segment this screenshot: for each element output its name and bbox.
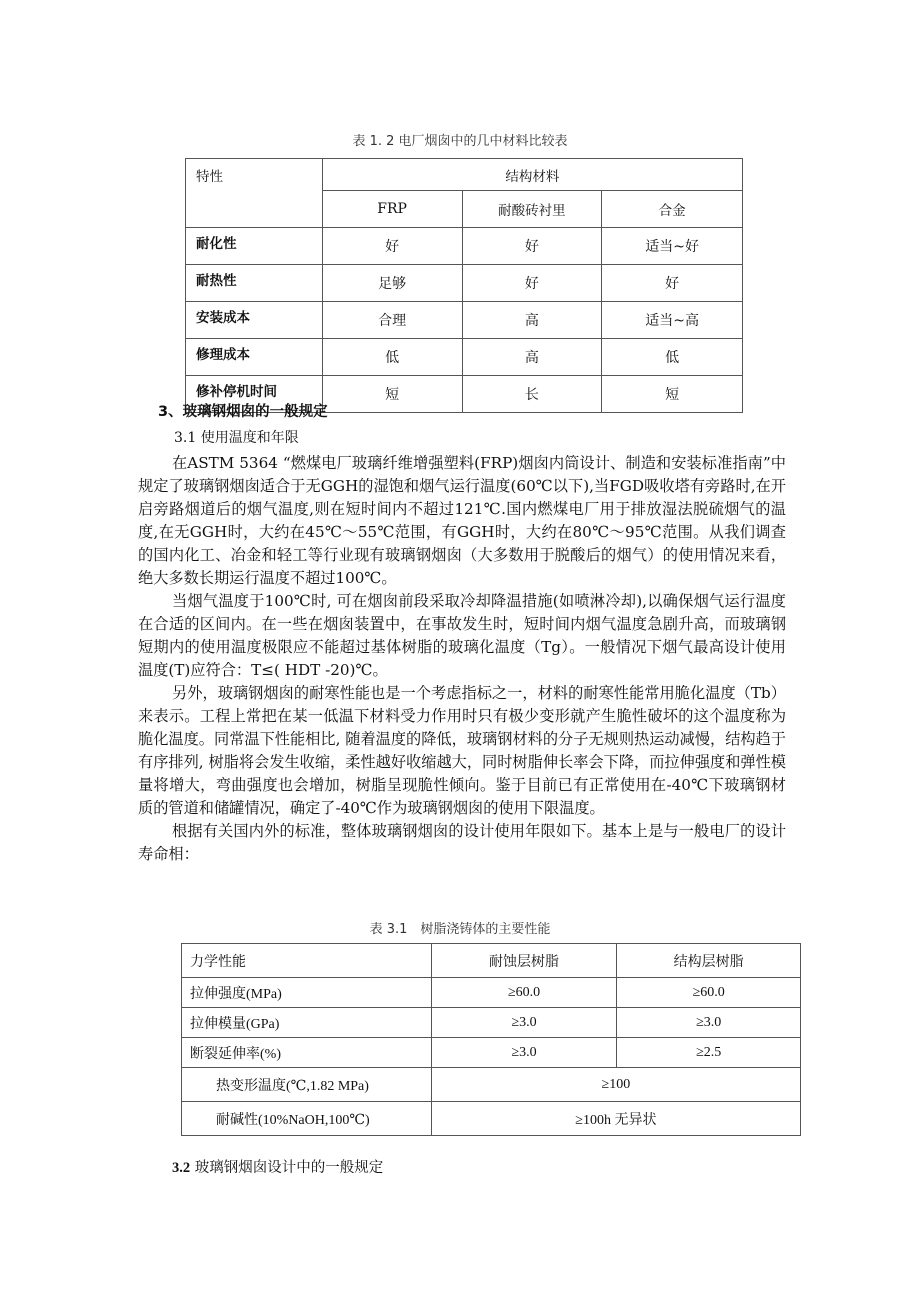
table-cell: 短 <box>322 376 462 413</box>
column-header: FRP <box>322 191 462 228</box>
table2-caption: 表 3.1 树脂浇铸体的主要性能 <box>369 922 551 937</box>
table-cell: ≥100 <box>431 1068 800 1102</box>
table-cell: 好 <box>462 228 602 265</box>
subsection-heading-3-2 <box>172 1156 383 1177</box>
row-label: 耐碱性(10%NaOH,100℃) <box>182 1102 432 1136</box>
table-cell: 长 <box>462 376 602 413</box>
row-label: 修补停机时间 <box>186 376 323 413</box>
row-label: 修理成本 <box>186 339 323 376</box>
subsection-title: 玻璃钢烟囱设计中的一般规定 <box>190 1160 384 1176</box>
subsection-heading: 3.1 使用温度和年限 <box>174 430 299 446</box>
table-cell: ≥60.0 <box>431 978 617 1008</box>
section-body <box>138 452 786 866</box>
section-heading: 3、玻璃钢烟囱的一般规定 <box>158 404 328 420</box>
paragraph: 根据有关国内外的标准，整体玻璃钢烟囱的设计使用年限如下。基本上是与一般电厂的设计寿命相： <box>138 822 786 863</box>
table-cell: 高 <box>462 339 602 376</box>
subsection-number: 3.2 <box>172 1160 191 1176</box>
column-header: 耐酸砖衬里 <box>462 191 602 228</box>
table-cell: 低 <box>322 339 462 376</box>
table-cell: ≥3.0 <box>431 1038 617 1068</box>
row-label: 拉伸模量(GPa) <box>182 1008 432 1038</box>
paragraph: 另外，玻璃钢烟囱的耐寒性能也是一个考虑指标之一，材料的耐寒性能常用脆化温度（Tb）来表示。工程上常把在某一低温下材料受力作用时只有极少变形就产生脆性破坏的这个温度称为脆化温度。同常温下性能相比, 随着温度的降低，玻璃钢材料的分子无规则热运动减慢，结构趋于有序排列, 树脂将会发生收缩，柔性越好收缩越大，同时树脂伸长率会下降，而拉伸强度和弹性模量将增大，弯曲强度也会增加，树脂呈现脆性倾向。鉴于目前已有正常使用在-40℃下玻璃钢材质的管道和储罐情况，确定了-40℃作为玻璃钢烟囱的使用下限温度。 <box>138 684 786 817</box>
row-label: 热变形温度(℃,1.82 MPa) <box>182 1068 432 1102</box>
row-label: 耐化性 <box>186 228 323 265</box>
row-label: 耐热性 <box>186 265 323 302</box>
row-label: 断裂延伸率(%) <box>182 1038 432 1068</box>
row-label: 安装成本 <box>186 302 323 339</box>
table-cell: 好 <box>322 228 462 265</box>
row-label: 拉伸强度(MPa) <box>182 978 432 1008</box>
materials-comparison-table <box>185 158 743 413</box>
header-structural-material: 结构材料 <box>322 159 742 191</box>
table-cell: 短 <box>602 376 743 413</box>
header-property: 特性 <box>186 159 323 228</box>
table-cell: ≥100h 无异状 <box>431 1102 800 1136</box>
resin-properties-table <box>181 943 801 1136</box>
table-cell: 好 <box>602 265 743 302</box>
paragraph: 当烟气温度于100℃时, 可在烟囱前段采取冷却降温措施(如喷淋冷却),以确保烟气运行温度在合适的区间内。在一些在烟囱装置中，在事故发生时，短时间内烟气温度急剧升高，而玻璃钢短期内的使用温度极限应不能超过基体树脂的玻璃化温度（Tg）。一般情况下烟气最高设计使用温度(T)应符合：T≤( HDT -20)℃。 <box>138 592 786 679</box>
column-header: 结构层树脂 <box>617 944 801 978</box>
paragraph: 在ASTM 5364 “燃煤电厂玻璃纤维增强塑料(FRP)烟囱内筒设计、制造和安装标准指南”中规定了玻璃钢烟囱适合于无GGH的湿饱和烟气运行温度(60℃以下),当FGD吸收塔有旁路时,在开启旁路烟道后的烟气温度,则在短时间内不超过121℃.国内燃煤电厂用于排放湿法脱硫烟气的温度,在无GGH时，大约在45℃～55℃范围，有GGH时，大约在80℃～95℃范围。从我们调查的国内化工、冶金和轻工等行业现有玻璃钢烟囱（大多数用于脱酸后的烟气）的使用情况来看，绝大多数长期运行温度不超过100℃。 <box>138 454 786 587</box>
table-cell: ≥3.0 <box>431 1008 617 1038</box>
table-cell: 好 <box>462 265 602 302</box>
table-cell: 适当~好 <box>602 228 743 265</box>
table-cell: 适当~高 <box>602 302 743 339</box>
table1-caption: 表 1. 2 电厂烟囱中的几中材料比较表 <box>352 134 568 149</box>
table-cell: 合理 <box>322 302 462 339</box>
table-cell: ≥2.5 <box>617 1038 801 1068</box>
column-header: 耐蚀层树脂 <box>431 944 617 978</box>
column-header: 力学性能 <box>182 944 432 978</box>
table-cell: ≥3.0 <box>617 1008 801 1038</box>
table-cell: 低 <box>602 339 743 376</box>
table-cell: ≥60.0 <box>617 978 801 1008</box>
table-cell: 高 <box>462 302 602 339</box>
table-cell: 足够 <box>322 265 462 302</box>
column-header: 合金 <box>602 191 743 228</box>
